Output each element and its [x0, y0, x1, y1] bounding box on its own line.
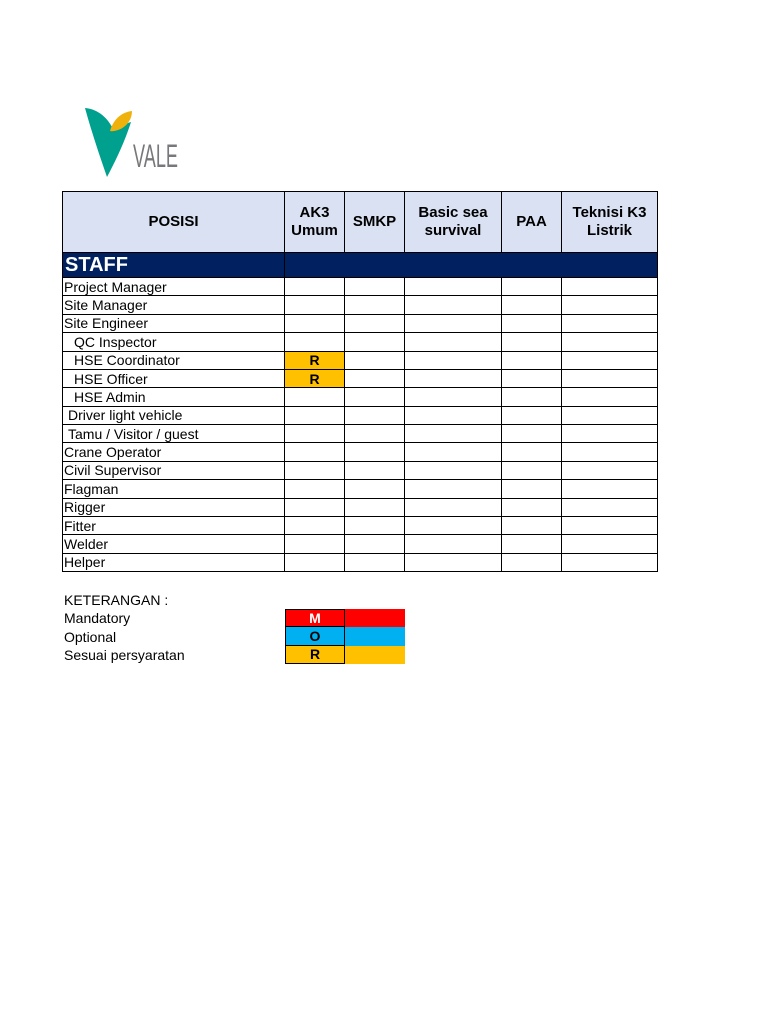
ak3-umum-cell: [285, 425, 345, 443]
smkp-cell: [345, 462, 405, 480]
teknisi-k3-listrik-cell: [562, 517, 658, 535]
paa-cell: [502, 462, 562, 480]
paa-cell: [502, 333, 562, 351]
smkp-cell: [345, 370, 405, 388]
smkp-cell: [345, 554, 405, 572]
legend-label-optional: Optional: [64, 628, 117, 645]
paa-cell: [502, 278, 562, 296]
basic-sea-survival-cell: [405, 517, 502, 535]
training-matrix-table: [62, 191, 658, 572]
teknisi-k3-listrik-cell: [562, 425, 658, 443]
paa-cell: [502, 407, 562, 425]
legend-code-mandatory: M: [285, 609, 345, 627]
header-teknisi-k3-listrik: Teknisi K3 Listrik: [562, 192, 658, 253]
legend-label-sesuai-persyaratan: Sesuai persyaratan: [64, 646, 185, 663]
ak3-umum-cell: [285, 517, 345, 535]
paa-cell: [502, 554, 562, 572]
smkp-cell: [345, 443, 405, 461]
header-paa: PAA: [502, 192, 562, 253]
posisi-cell: Fitter: [63, 517, 285, 535]
smkp-cell: [345, 407, 405, 425]
basic-sea-survival-cell: [405, 554, 502, 572]
teknisi-k3-listrik-cell: [562, 333, 658, 351]
posisi-cell: Flagman: [63, 480, 285, 498]
posisi-cell: Helper: [63, 554, 285, 572]
section-band: [285, 253, 658, 278]
ak3-umum-cell: [285, 480, 345, 498]
paa-cell: [502, 352, 562, 370]
legend-label-mandatory: Mandatory: [64, 610, 131, 627]
ak3-umum-cell: [285, 315, 345, 333]
paa-cell: [502, 370, 562, 388]
vale-logo: [80, 104, 190, 184]
legend-title: KETERANGAN :: [64, 592, 169, 608]
smkp-cell: [345, 315, 405, 333]
header-ak3-umum: AK3 Umum: [285, 192, 345, 253]
basic-sea-survival-cell: [405, 407, 502, 425]
legend-code-optional: O: [285, 627, 345, 645]
header-posisi: POSISI: [63, 192, 285, 253]
smkp-cell: [345, 480, 405, 498]
basic-sea-survival-cell: [405, 499, 502, 517]
smkp-cell: [345, 388, 405, 406]
ak3-umum-cell: [285, 554, 345, 572]
smkp-cell: [345, 296, 405, 314]
legend-swatch-sesuai-persyaratan: [345, 646, 405, 664]
basic-sea-survival-cell: [405, 370, 502, 388]
teknisi-k3-listrik-cell: [562, 352, 658, 370]
posisi-cell: Tamu / Visitor / guest: [63, 425, 285, 443]
ak3-umum-cell: [285, 535, 345, 553]
basic-sea-survival-cell: [405, 443, 502, 461]
teknisi-k3-listrik-cell: [562, 407, 658, 425]
basic-sea-survival-cell: [405, 462, 502, 480]
smkp-cell: [345, 517, 405, 535]
smkp-cell: [345, 352, 405, 370]
teknisi-k3-listrik-cell: [562, 296, 658, 314]
legend-swatch-mandatory: [345, 609, 405, 627]
posisi-cell: Civil Supervisor: [63, 462, 285, 480]
paa-cell: [502, 499, 562, 517]
basic-sea-survival-cell: [405, 278, 502, 296]
teknisi-k3-listrik-cell: [562, 370, 658, 388]
ak3-umum-cell: [285, 443, 345, 461]
posisi-cell: HSE Admin: [63, 388, 285, 406]
smkp-cell: [345, 333, 405, 351]
legend-code-sesuai-persyaratan: R: [285, 646, 345, 664]
ak3-umum-cell: [285, 388, 345, 406]
basic-sea-survival-cell: [405, 352, 502, 370]
basic-sea-survival-cell: [405, 480, 502, 498]
posisi-cell: HSE Officer: [63, 370, 285, 388]
paa-cell: [502, 517, 562, 535]
basic-sea-survival-cell: [405, 425, 502, 443]
ak3-umum-cell: [285, 462, 345, 480]
teknisi-k3-listrik-cell: [562, 315, 658, 333]
basic-sea-survival-cell: [405, 296, 502, 314]
teknisi-k3-listrik-cell: [562, 535, 658, 553]
paa-cell: [502, 480, 562, 498]
basic-sea-survival-cell: [405, 388, 502, 406]
smkp-cell: [345, 535, 405, 553]
paa-cell: [502, 315, 562, 333]
posisi-cell: Project Manager: [63, 278, 285, 296]
teknisi-k3-listrik-cell: [562, 278, 658, 296]
paa-cell: [502, 535, 562, 553]
posisi-cell: Driver light vehicle: [63, 407, 285, 425]
posisi-cell: QC Inspector: [63, 333, 285, 351]
basic-sea-survival-cell: [405, 333, 502, 351]
teknisi-k3-listrik-cell: [562, 554, 658, 572]
posisi-cell: Rigger: [63, 499, 285, 517]
posisi-cell: Site Manager: [63, 296, 285, 314]
paa-cell: [502, 296, 562, 314]
ak3-umum-cell: [285, 333, 345, 351]
legend-swatch-optional: [345, 627, 405, 645]
posisi-cell: HSE Coordinator: [63, 352, 285, 370]
paa-cell: [502, 388, 562, 406]
teknisi-k3-listrik-cell: [562, 499, 658, 517]
ak3-umum-cell: R: [285, 352, 345, 370]
ak3-umum-cell: [285, 296, 345, 314]
basic-sea-survival-cell: [405, 315, 502, 333]
posisi-cell: Crane Operator: [63, 443, 285, 461]
teknisi-k3-listrik-cell: [562, 462, 658, 480]
legend: [62, 591, 405, 664]
teknisi-k3-listrik-cell: [562, 388, 658, 406]
ak3-umum-cell: R: [285, 370, 345, 388]
smkp-cell: [345, 499, 405, 517]
teknisi-k3-listrik-cell: [562, 443, 658, 461]
header-smkp: SMKP: [345, 192, 405, 253]
smkp-cell: [345, 425, 405, 443]
ak3-umum-cell: [285, 407, 345, 425]
header-basic-sea-survival: Basic sea survival: [405, 192, 502, 253]
logo-wordmark: VALE: [133, 138, 178, 174]
ak3-umum-cell: [285, 278, 345, 296]
smkp-cell: [345, 278, 405, 296]
teknisi-k3-listrik-cell: [562, 480, 658, 498]
section-label: STAFF: [63, 253, 285, 278]
basic-sea-survival-cell: [405, 535, 502, 553]
ak3-umum-cell: [285, 499, 345, 517]
posisi-cell: Site Engineer: [63, 315, 285, 333]
paa-cell: [502, 443, 562, 461]
posisi-cell: Welder: [63, 535, 285, 553]
paa-cell: [502, 425, 562, 443]
